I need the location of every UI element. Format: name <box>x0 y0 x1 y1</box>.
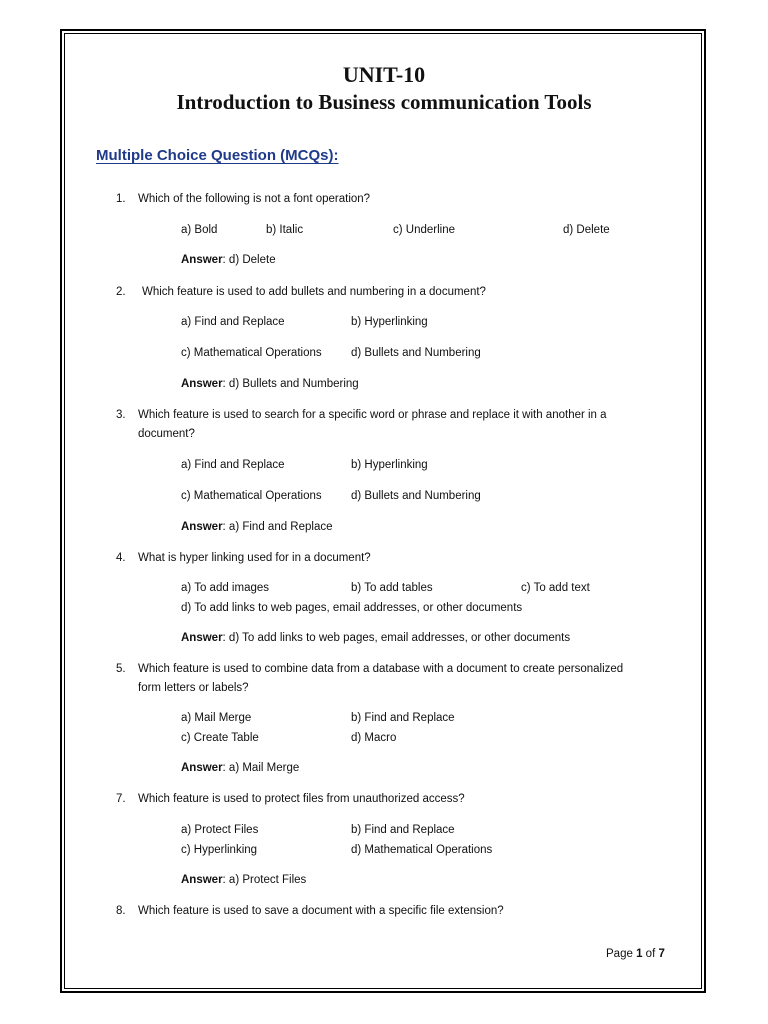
option-d: d) Delete <box>563 224 610 236</box>
option-b: b) Hyperlinking <box>351 459 428 471</box>
question-number: 1. <box>116 193 126 205</box>
option-c: c) To add text <box>521 582 590 594</box>
option-b: b) To add tables <box>351 582 433 594</box>
answer-line <box>181 377 359 391</box>
page-word: Page <box>606 948 633 960</box>
answer-value: : a) Find and Replace <box>222 521 333 533</box>
question-text: Which feature is used to save a document with a specific file extension? <box>138 905 504 917</box>
option-c: c) Mathematical Operations <box>181 490 322 502</box>
question-number: 7. <box>116 793 126 805</box>
option-d: d) Mathematical Operations <box>351 844 493 856</box>
option-b: b) Hyperlinking <box>351 316 428 328</box>
question-number: 4. <box>116 552 126 564</box>
answer-line <box>181 761 299 775</box>
option-c: c) Create Table <box>181 732 259 744</box>
question-text: Which feature is used to add bullets and numbering in a document? <box>142 286 486 298</box>
of-word: of <box>645 948 656 960</box>
option-c: c) Underline <box>393 224 455 236</box>
question-text-cont: document? <box>138 428 195 440</box>
answer-value: : d) Delete <box>222 254 276 266</box>
answer-value: : d) Bullets and Numbering <box>222 378 359 390</box>
answer-value: : d) To add links to web pages, email addresses, or other documents <box>222 632 571 644</box>
question-text: Which feature is used to search for a specific word or phrase and replace it with another in a <box>138 409 607 421</box>
question-number: 3. <box>116 409 126 421</box>
total-pages: 7 <box>658 948 665 960</box>
option-c: c) Hyperlinking <box>181 844 258 856</box>
answer-label: Answer <box>181 874 223 886</box>
answer-value: : a) Mail Merge <box>222 762 300 774</box>
answer-line <box>181 520 333 534</box>
option-b: b) Find and Replace <box>351 712 455 724</box>
option-d: d) Bullets and Numbering <box>351 490 481 502</box>
option-a: a) Mail Merge <box>181 712 252 724</box>
option-a: a) Protect Files <box>181 824 259 836</box>
answer-label: Answer <box>181 632 223 644</box>
option-b: b) Find and Replace <box>351 824 455 836</box>
option-a: a) To add images <box>181 582 270 594</box>
option-a: a) Bold <box>181 224 218 236</box>
unit-heading: UNIT-10 <box>342 62 426 87</box>
question-text: Which feature is used to protect files from unauthorized access? <box>138 793 465 805</box>
section-heading: Multiple Choice Question (MCQs): <box>96 147 339 164</box>
question-text: What is hyper linking used for in a document? <box>138 552 371 564</box>
answer-line <box>181 253 276 267</box>
question-text: Which feature is used to combine data from a database with a document to create personalized <box>138 663 624 675</box>
page-number <box>606 948 665 960</box>
answer-label: Answer <box>181 521 223 533</box>
answer-value: : a) Protect Files <box>222 874 307 886</box>
question-number: 8. <box>116 905 126 917</box>
page-title: Introduction to Business communication Tools <box>176 90 592 114</box>
option-b: b) Italic <box>266 224 304 236</box>
question-text: Which of the following is not a font operation? <box>138 193 371 205</box>
option-a: a) Find and Replace <box>181 316 285 328</box>
answer-label: Answer <box>181 762 223 774</box>
answer-line <box>181 873 306 887</box>
answer-label: Answer <box>181 254 223 266</box>
question-text-cont: form letters or labels? <box>138 682 249 694</box>
option-d: d) Macro <box>351 732 397 744</box>
question-number: 2. <box>116 286 126 298</box>
question-number: 5. <box>116 663 126 675</box>
option-a: a) Find and Replace <box>181 459 285 471</box>
option-d: d) To add links to web pages, email addresses, or other documents <box>181 602 523 614</box>
option-d: d) Bullets and Numbering <box>351 347 481 359</box>
answer-label: Answer <box>181 378 223 390</box>
option-c: c) Mathematical Operations <box>181 347 322 359</box>
current-page: 1 <box>636 948 643 960</box>
answer-line <box>181 631 570 645</box>
